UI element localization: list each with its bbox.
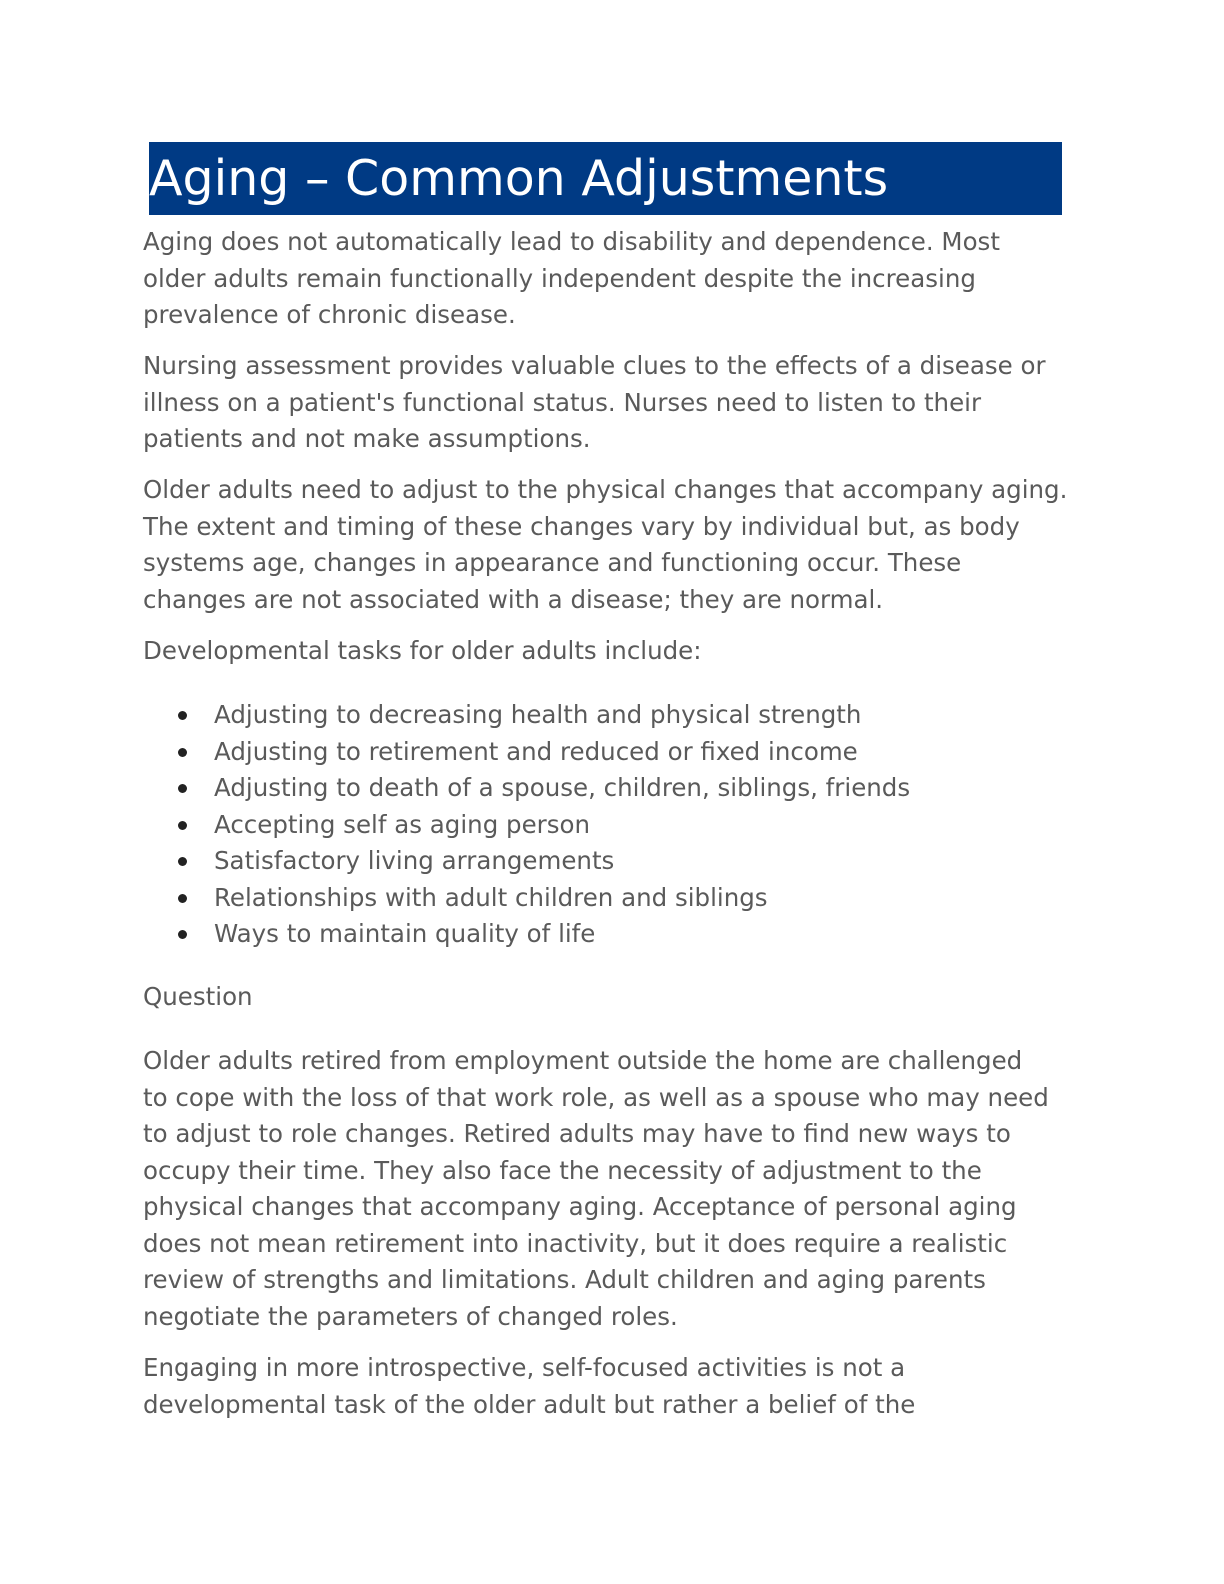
task-text: Adjusting to death of a spouse, children, siblings, friends — [214, 773, 911, 802]
answer-paragraph — [143, 1043, 1093, 1335]
list-item — [143, 770, 1093, 807]
paragraph-line: changes are not associated with a disease; they are normal. — [143, 584, 884, 614]
tasks-intro-text: Developmental tasks for older adults include: — [143, 636, 702, 665]
bullet-icon — [178, 711, 187, 720]
task-text: Satisfactory living arrangements — [214, 846, 615, 875]
rationale-paragraph — [143, 1350, 1093, 1423]
task-text: Adjusting to retirement and reduced or fixed income — [214, 736, 858, 766]
paragraph-line: illness on a patient's functional status. Nurses need to listen to their — [143, 387, 982, 417]
bullet-icon — [178, 748, 187, 757]
paragraph-line: physical changes that accompany aging. Acceptance of personal aging — [143, 1192, 1017, 1221]
assessment-paragraph — [143, 348, 1093, 458]
bullet-icon — [178, 930, 187, 939]
tasks-intro — [143, 633, 1093, 670]
bullet-icon — [178, 894, 187, 903]
intro-paragraph — [143, 224, 1093, 334]
page-title: Aging – Common Adjustments — [149, 150, 889, 207]
task-text: Ways to maintain quality of life — [214, 919, 596, 948]
paragraph-line: does not mean retirement into inactivity, but it does require a realistic — [143, 1228, 1008, 1258]
paragraph-line: prevalence of chronic disease. — [143, 300, 516, 329]
paragraph-line: developmental task of the older adult but rather a belief of the — [143, 1389, 916, 1419]
question-heading — [143, 979, 1093, 1016]
paragraph-line: to adjust to role changes. Retired adults may have to find new ways to — [143, 1119, 1011, 1148]
paragraph-line: Nursing assessment provides valuable clues to the effects of a disease or — [143, 351, 1046, 380]
paragraph-line: review of strengths and limitations. Adult children and aging parents — [143, 1265, 986, 1294]
list-item — [143, 734, 1093, 771]
paragraph-line: systems age, changes in appearance and functioning occur. These — [143, 548, 962, 577]
task-text: Adjusting to decreasing health and physical strength — [214, 700, 862, 729]
physical-changes-paragraph — [143, 472, 1093, 618]
paragraph-line: patients and not make assumptions. — [143, 424, 591, 453]
list-item — [143, 880, 1093, 917]
task-text: Accepting self as aging person — [214, 809, 591, 839]
paragraph-line: older adults remain functionally independent despite the increasing — [143, 263, 976, 293]
task-text: Relationships with adult children and siblings — [214, 882, 768, 912]
bullet-icon — [178, 857, 187, 866]
list-item — [143, 916, 1093, 953]
list-item — [143, 697, 1093, 734]
paragraph-line: negotiate the parameters of changed roles. — [143, 1301, 678, 1331]
paragraph-line: Older adults retired from employment outside the home are challenged — [143, 1046, 1023, 1075]
paragraph-line: to cope with the loss of that work role, as well as a spouse who may need — [143, 1082, 1049, 1112]
bullet-icon — [178, 784, 187, 793]
question-heading-text: Question — [143, 982, 253, 1011]
developmental-task-list — [143, 697, 1093, 953]
paragraph-line: occupy their time. They also face the necessity of adjustment to the — [143, 1155, 982, 1185]
paragraph-line: Aging does not automatically lead to disability and dependence. Most — [143, 227, 1000, 256]
paragraph-line: Engaging in more introspective, self-focused activities is not a — [143, 1353, 906, 1382]
paragraph-line: Older adults need to adjust to the physical changes that accompany aging. — [143, 475, 1068, 504]
list-item — [143, 807, 1093, 844]
paragraph-line: The extent and timing of these changes vary by individual but, as body — [143, 511, 1020, 541]
bullet-icon — [178, 821, 187, 830]
list-item — [143, 843, 1093, 880]
